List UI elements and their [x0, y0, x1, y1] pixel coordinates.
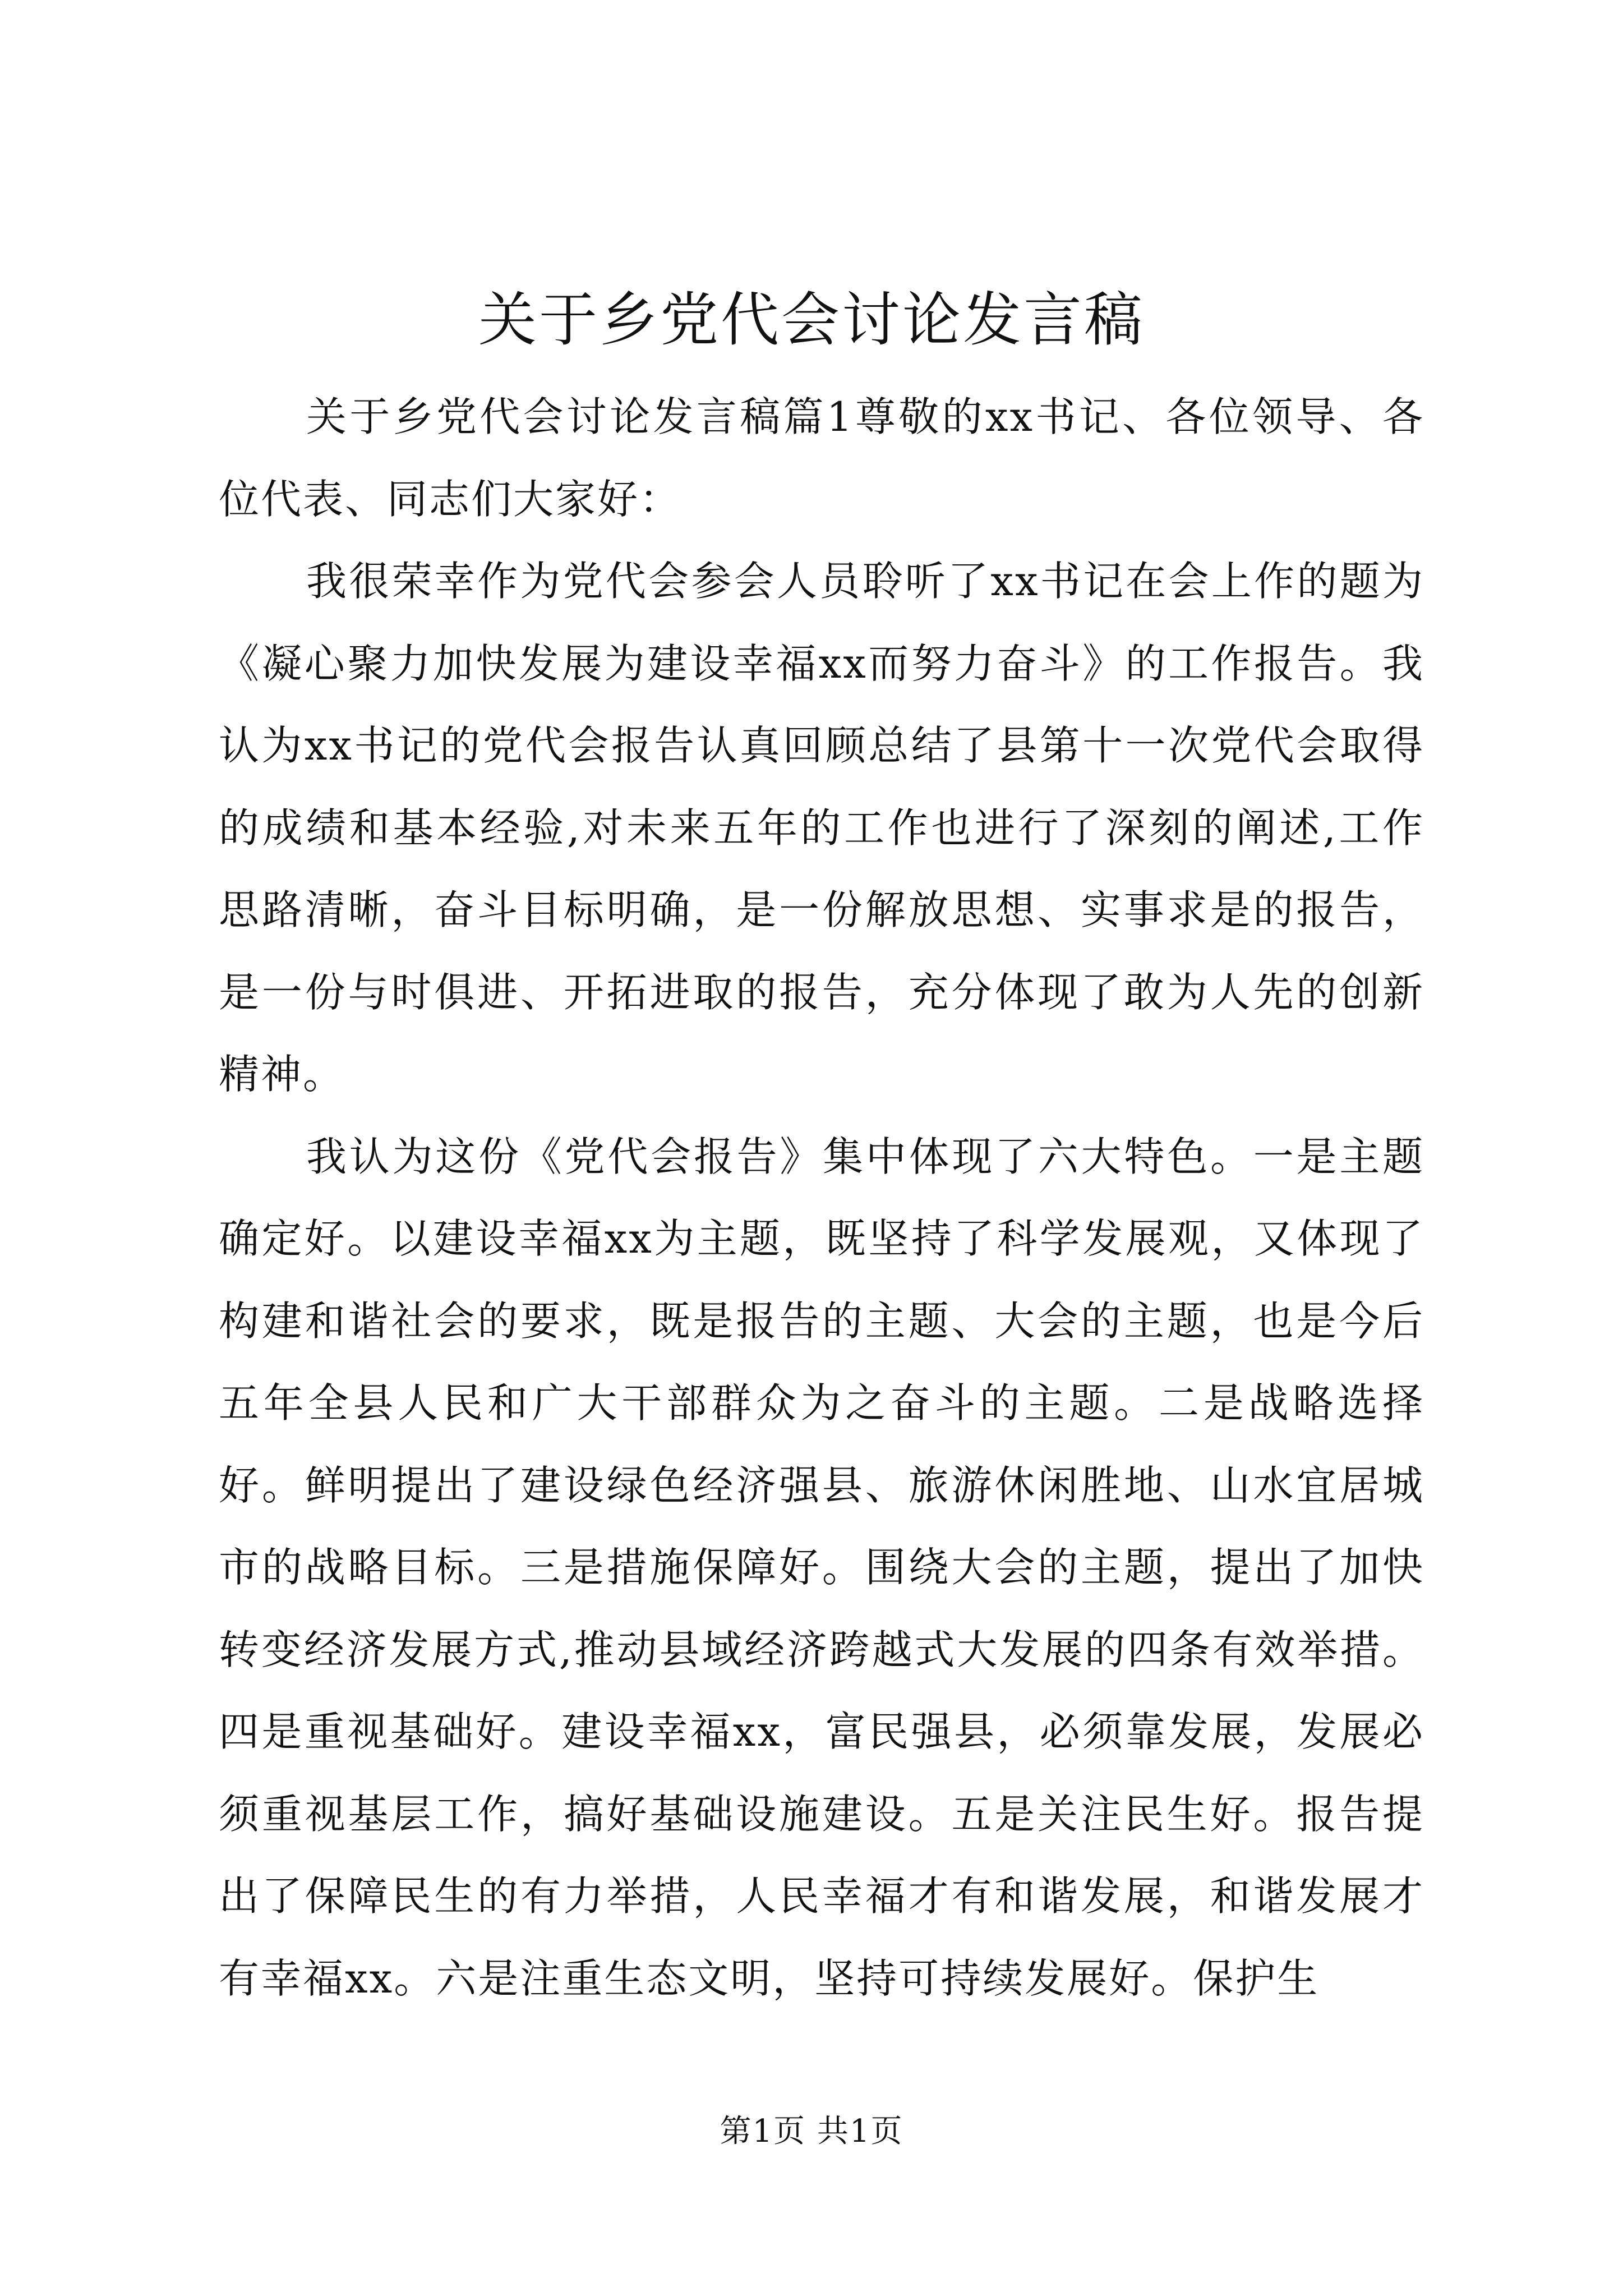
paragraph-six-features: 我认为这份《党代会报告》集中体现了六大特色。一是主题确定好。以建设幸福xx为主题，既坚持了科学发展观，又体现了构建和谐社会的要求，既是报告的主题、大会的主题，也是今后五年全县人民和广大干部群众为之奋斗的主题。二是战略选择好。鲜明提出了建设绿色经济强县、旅游休闲胜地、山水宜居城市的战略目标。三是措施保障好。围绕大会的主题，提出了加快转变经济发展方式,推动县域经济跨越式大发展的四条有效举措。四是重视基础好。建设幸福xx，富民强县，必须靠发展，发展必须重视基层工作，搞好基础设施建设。五是关注民生好。报告提出了保障民生的有力举措，人民幸福才有和谐发展，和谐发展才有幸福xx。六是注重生态文明，坚持可持续发展好。保护生	[219, 1133, 1424, 2002]
paragraph-report-review: 我很荣幸作为党代会参会人员聆听了xx书记在会上作的题为《凝心聚力加快发展为建设幸福xx而努力奋斗》的工作报告。我认为xx书记的党代会报告认真回顾总结了县第十一次党代会取得的成绩和基本经验,对未来五年的工作也进行了深刻的阐述,工作思路清晰，奋斗目标明确，是一份解放思想、实事求是的报告，是一份与时俱进、开拓进取的报告，充分体现了敢为人先的创新精神。	[219, 558, 1424, 1098]
document-body	[219, 376, 1424, 2019]
page-number-footer: 第1页 共1页	[720, 2113, 903, 2150]
paragraph-greeting: 关于乡党代会讨论发言稿篇1尊敬的xx书记、各位领导、各位代表、同志们大家好：	[219, 393, 1424, 523]
document-title: 关于乡党代会讨论发言稿	[478, 286, 1145, 354]
